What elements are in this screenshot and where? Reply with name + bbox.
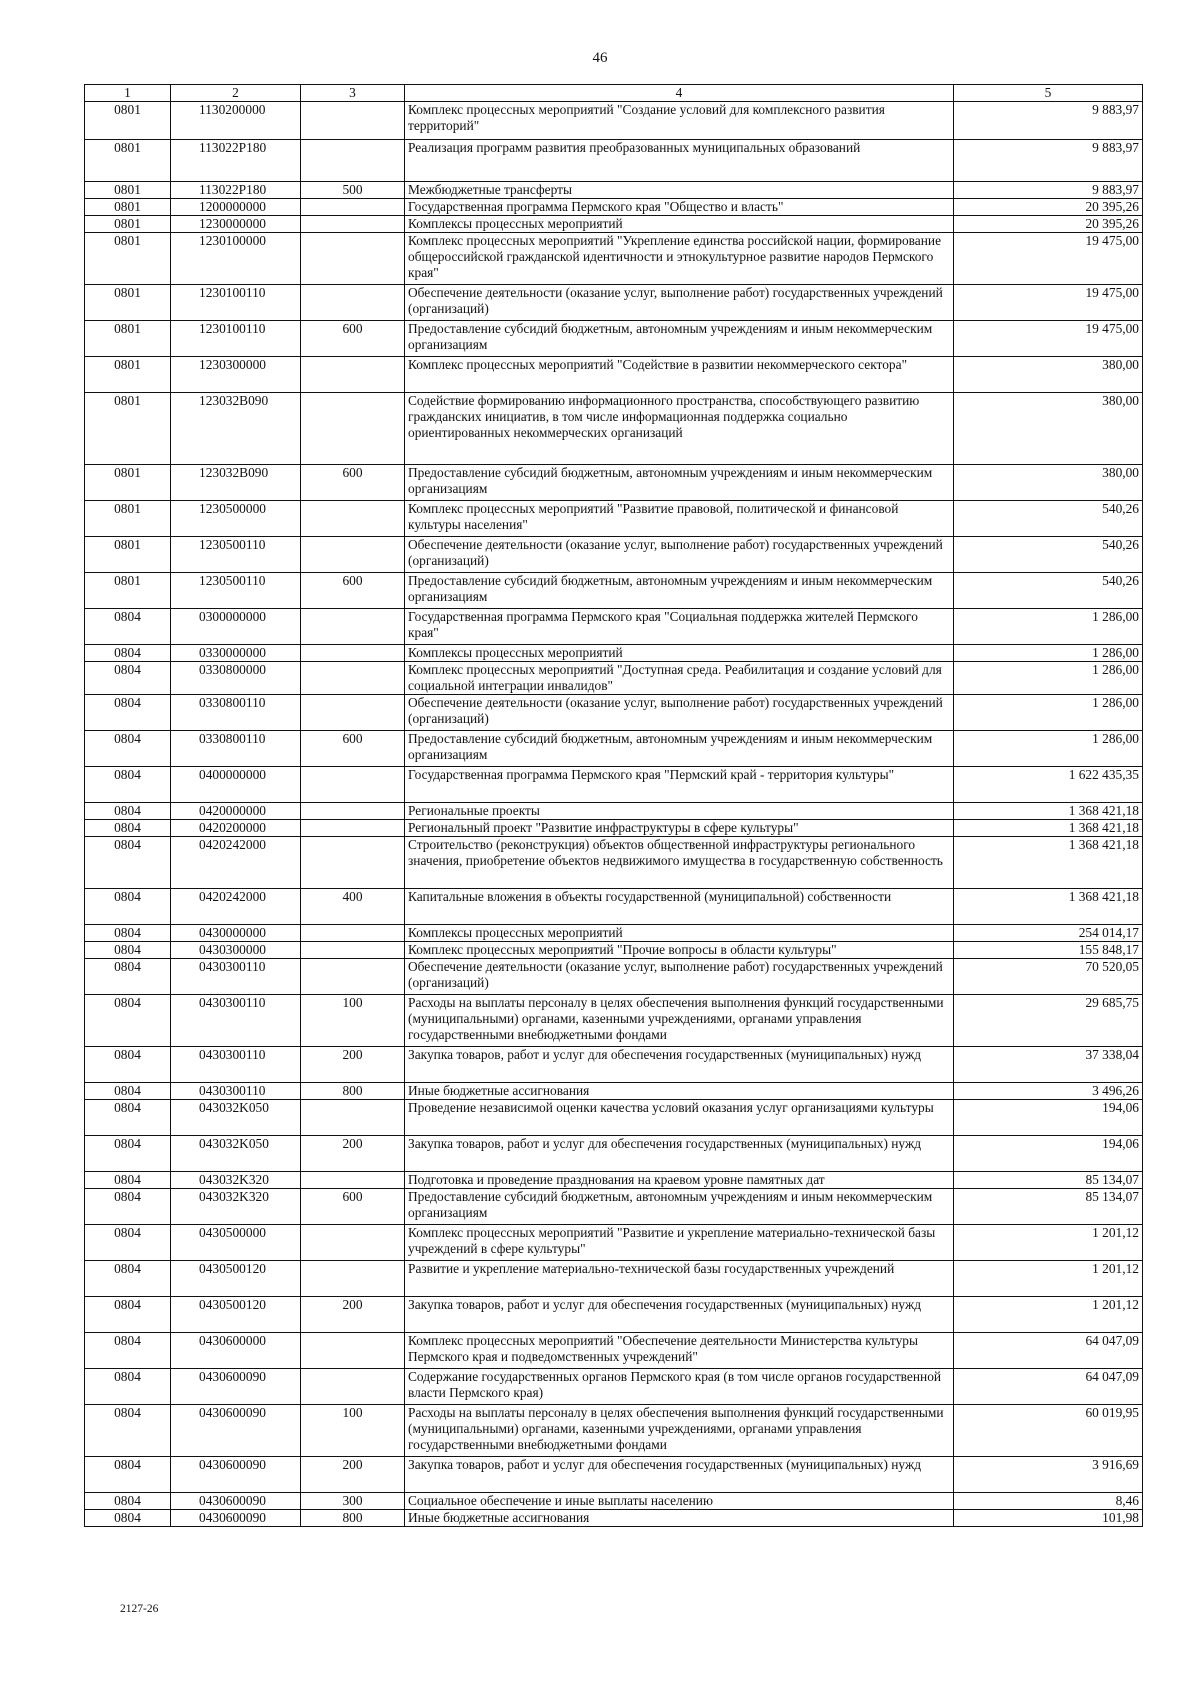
cell-c1: 0801 xyxy=(85,465,171,501)
cell-c5: 19 475,00 xyxy=(954,285,1143,321)
table-row xyxy=(85,321,1143,357)
cell-c3 xyxy=(301,803,405,820)
cell-c2: 0420242000 xyxy=(171,889,301,925)
cell-c2: 0330000000 xyxy=(171,645,301,662)
cell-c3 xyxy=(301,393,405,465)
cell-c1: 0804 xyxy=(85,803,171,820)
header-col-1: 1 xyxy=(85,85,171,102)
cell-c3: 600 xyxy=(301,573,405,609)
cell-c5: 1 286,00 xyxy=(954,609,1143,645)
cell-c4: Содействие формированию информационного пространства, способствующего развитию гражданских инициатив, в том числе информационная поддержка социально ориентированных некоммерческих организаций xyxy=(405,393,954,465)
table-row xyxy=(85,102,1143,140)
cell-c5: 1 286,00 xyxy=(954,645,1143,662)
cell-c4: Развитие и укрепление материально-технической базы государственных учреждений xyxy=(405,1261,954,1297)
cell-c4: Обеспечение деятельности (оказание услуг, выполнение работ) государственных учреждений (организаций) xyxy=(405,695,954,731)
cell-c4: Предоставление субсидий бюджетным, автономным учреждениям и иным некоммерческим организациям xyxy=(405,465,954,501)
table-row xyxy=(85,465,1143,501)
cell-c4: Комплекс процессных мероприятий "Содействие в развитии некоммерческого сектора" xyxy=(405,357,954,393)
table-row xyxy=(85,803,1143,820)
budget-table xyxy=(84,84,1143,1527)
table-row xyxy=(85,216,1143,233)
cell-c5: 29 685,75 xyxy=(954,995,1143,1047)
cell-c3 xyxy=(301,501,405,537)
cell-c2: 123032B090 xyxy=(171,465,301,501)
cell-c3 xyxy=(301,102,405,140)
cell-c2: 0330800000 xyxy=(171,662,301,695)
cell-c5: 9 883,97 xyxy=(954,140,1143,182)
cell-c4: Комплексы процессных мероприятий xyxy=(405,925,954,942)
cell-c4: Предоставление субсидий бюджетным, автономным учреждениям и иным некоммерческим организациям xyxy=(405,731,954,767)
cell-c4: Государственная программа Пермского края "Пермский край - территория культуры" xyxy=(405,767,954,803)
cell-c2: 0330800110 xyxy=(171,695,301,731)
header-row xyxy=(85,85,1143,102)
cell-c1: 0801 xyxy=(85,233,171,285)
cell-c1: 0804 xyxy=(85,889,171,925)
table-row xyxy=(85,1189,1143,1225)
cell-c5: 101,98 xyxy=(954,1510,1143,1527)
cell-c1: 0804 xyxy=(85,1100,171,1136)
cell-c5: 64 047,09 xyxy=(954,1369,1143,1405)
cell-c2: 0420200000 xyxy=(171,820,301,837)
cell-c1: 0801 xyxy=(85,537,171,573)
cell-c5: 64 047,09 xyxy=(954,1333,1143,1369)
cell-c3: 800 xyxy=(301,1083,405,1100)
cell-c2: 043032K050 xyxy=(171,1100,301,1136)
table-row xyxy=(85,393,1143,465)
cell-c4: Государственная программа Пермского края "Социальная поддержка жителей Пермского края" xyxy=(405,609,954,645)
cell-c3: 200 xyxy=(301,1047,405,1083)
cell-c2: 1230100000 xyxy=(171,233,301,285)
cell-c4: Комплекс процессных мероприятий "Доступная среда. Реабилитация и создание условий для социальной интеграции инвалидов" xyxy=(405,662,954,695)
table-row xyxy=(85,1100,1143,1136)
cell-c3 xyxy=(301,357,405,393)
cell-c2: 0430600090 xyxy=(171,1405,301,1457)
table-row xyxy=(85,1225,1143,1261)
cell-c5: 1 201,12 xyxy=(954,1225,1143,1261)
cell-c5: 1 201,12 xyxy=(954,1261,1143,1297)
cell-c2: 0430300110 xyxy=(171,959,301,995)
cell-c2: 1230000000 xyxy=(171,216,301,233)
cell-c4: Региональный проект "Развитие инфраструктуры в сфере культуры" xyxy=(405,820,954,837)
cell-c4: Предоставление субсидий бюджетным, автономным учреждениям и иным некоммерческим организациям xyxy=(405,1189,954,1225)
cell-c1: 0804 xyxy=(85,1225,171,1261)
table-row xyxy=(85,357,1143,393)
cell-c2: 0430500120 xyxy=(171,1261,301,1297)
cell-c4: Комплекс процессных мероприятий "Развитие правовой, политической и финансовой культуры населения" xyxy=(405,501,954,537)
footer-code: 2127-26 xyxy=(120,1603,159,1615)
table-row xyxy=(85,182,1143,199)
cell-c3: 800 xyxy=(301,1510,405,1527)
cell-c3: 600 xyxy=(301,465,405,501)
cell-c1: 0804 xyxy=(85,1172,171,1189)
table-row xyxy=(85,820,1143,837)
cell-c3 xyxy=(301,1333,405,1369)
cell-c5: 3 496,26 xyxy=(954,1083,1143,1100)
cell-c3 xyxy=(301,925,405,942)
table-row xyxy=(85,662,1143,695)
cell-c2: 0420000000 xyxy=(171,803,301,820)
cell-c3 xyxy=(301,662,405,695)
cell-c5: 19 475,00 xyxy=(954,233,1143,285)
cell-c5: 1 201,12 xyxy=(954,1297,1143,1333)
cell-c3 xyxy=(301,216,405,233)
table-row xyxy=(85,1457,1143,1493)
cell-c2: 0430300000 xyxy=(171,942,301,959)
cell-c2: 1230100110 xyxy=(171,321,301,357)
table-row xyxy=(85,837,1143,889)
cell-c1: 0804 xyxy=(85,1369,171,1405)
cell-c1: 0804 xyxy=(85,1047,171,1083)
cell-c1: 0801 xyxy=(85,216,171,233)
cell-c2: 0430500120 xyxy=(171,1297,301,1333)
cell-c1: 0804 xyxy=(85,1457,171,1493)
table-row xyxy=(85,731,1143,767)
cell-c3: 100 xyxy=(301,1405,405,1457)
cell-c1: 0804 xyxy=(85,1261,171,1297)
cell-c1: 0801 xyxy=(85,285,171,321)
cell-c4: Закупка товаров, работ и услуг для обеспечения государственных (муниципальных) нужд xyxy=(405,1136,954,1172)
cell-c5: 380,00 xyxy=(954,357,1143,393)
cell-c2: 0430600090 xyxy=(171,1369,301,1405)
cell-c2: 1200000000 xyxy=(171,199,301,216)
cell-c4: Комплекс процессных мероприятий "Укрепление единства российской нации, формирование общероссийской гражданской идентичности и этнокультурное развитие народов Пермского края" xyxy=(405,233,954,285)
cell-c1: 0801 xyxy=(85,140,171,182)
cell-c2: 1230500110 xyxy=(171,573,301,609)
cell-c1: 0804 xyxy=(85,837,171,889)
cell-c1: 0804 xyxy=(85,1189,171,1225)
cell-c5: 380,00 xyxy=(954,465,1143,501)
cell-c5: 9 883,97 xyxy=(954,102,1143,140)
cell-c4: Комплекс процессных мероприятий "Обеспечение деятельности Министерства культуры Пермского края и подведомственных учреждений" xyxy=(405,1333,954,1369)
cell-c4: Капитальные вложения в объекты государственной (муниципальной) собственности xyxy=(405,889,954,925)
cell-c5: 19 475,00 xyxy=(954,321,1143,357)
cell-c3 xyxy=(301,1369,405,1405)
header-col-3: 3 xyxy=(301,85,405,102)
cell-c5: 1 368 421,18 xyxy=(954,837,1143,889)
cell-c5: 1 368 421,18 xyxy=(954,889,1143,925)
cell-c1: 0801 xyxy=(85,393,171,465)
cell-c3 xyxy=(301,1100,405,1136)
table-row xyxy=(85,1510,1143,1527)
cell-c1: 0804 xyxy=(85,645,171,662)
cell-c2: 0400000000 xyxy=(171,767,301,803)
table-row xyxy=(85,1261,1143,1297)
cell-c5: 380,00 xyxy=(954,393,1143,465)
cell-c2: 1230500110 xyxy=(171,537,301,573)
cell-c5: 155 848,17 xyxy=(954,942,1143,959)
cell-c2: 0430600000 xyxy=(171,1333,301,1369)
cell-c3: 600 xyxy=(301,321,405,357)
cell-c3 xyxy=(301,695,405,731)
cell-c4: Социальное обеспечение и иные выплаты населению xyxy=(405,1493,954,1510)
cell-c3 xyxy=(301,1225,405,1261)
cell-c3: 300 xyxy=(301,1493,405,1510)
cell-c5: 1 368 421,18 xyxy=(954,820,1143,837)
cell-c1: 0801 xyxy=(85,573,171,609)
cell-c3 xyxy=(301,1172,405,1189)
table-row xyxy=(85,609,1143,645)
cell-c4: Иные бюджетные ассигнования xyxy=(405,1083,954,1100)
cell-c2: 0430600090 xyxy=(171,1510,301,1527)
cell-c4: Закупка товаров, работ и услуг для обеспечения государственных (муниципальных) нужд xyxy=(405,1297,954,1333)
cell-c2: 0430600090 xyxy=(171,1493,301,1510)
cell-c2: 113022P180 xyxy=(171,182,301,199)
cell-c5: 1 286,00 xyxy=(954,731,1143,767)
cell-c3: 200 xyxy=(301,1297,405,1333)
cell-c2: 113022P180 xyxy=(171,140,301,182)
cell-c2: 0430300110 xyxy=(171,995,301,1047)
cell-c5: 85 134,07 xyxy=(954,1172,1143,1189)
cell-c3 xyxy=(301,285,405,321)
cell-c4: Комплексы процессных мероприятий xyxy=(405,645,954,662)
cell-c2: 043032K320 xyxy=(171,1172,301,1189)
cell-c5: 194,06 xyxy=(954,1100,1143,1136)
cell-c4: Государственная программа Пермского края "Общество и власть" xyxy=(405,199,954,216)
cell-c1: 0804 xyxy=(85,820,171,837)
cell-c2: 0330800110 xyxy=(171,731,301,767)
cell-c1: 0801 xyxy=(85,321,171,357)
cell-c4: Иные бюджетные ассигнования xyxy=(405,1510,954,1527)
cell-c2: 0430600090 xyxy=(171,1457,301,1493)
cell-c2: 0420242000 xyxy=(171,837,301,889)
cell-c2: 1130200000 xyxy=(171,102,301,140)
table-row xyxy=(85,995,1143,1047)
cell-c3 xyxy=(301,942,405,959)
cell-c2: 1230100110 xyxy=(171,285,301,321)
table-row xyxy=(85,1172,1143,1189)
cell-c2: 0300000000 xyxy=(171,609,301,645)
table-row xyxy=(85,285,1143,321)
cell-c5: 540,26 xyxy=(954,573,1143,609)
cell-c1: 0804 xyxy=(85,1493,171,1510)
table-row xyxy=(85,695,1143,731)
cell-c5: 254 014,17 xyxy=(954,925,1143,942)
cell-c3 xyxy=(301,1261,405,1297)
cell-c2: 0430300110 xyxy=(171,1047,301,1083)
cell-c1: 0801 xyxy=(85,199,171,216)
cell-c5: 60 019,95 xyxy=(954,1405,1143,1457)
table-row xyxy=(85,1333,1143,1369)
cell-c2: 1230300000 xyxy=(171,357,301,393)
cell-c5: 540,26 xyxy=(954,501,1143,537)
cell-c2: 0430000000 xyxy=(171,925,301,942)
cell-c4: Комплекс процессных мероприятий "Создание условий для комплексного развития территорий" xyxy=(405,102,954,140)
cell-c4: Строительство (реконструкция) объектов общественной инфраструктуры регионального значения, приобретение объектов недвижимого имущества в государственную собственность xyxy=(405,837,954,889)
table-row xyxy=(85,889,1143,925)
cell-c5: 70 520,05 xyxy=(954,959,1143,995)
cell-c4: Обеспечение деятельности (оказание услуг, выполнение работ) государственных учреждений (организаций) xyxy=(405,285,954,321)
cell-c1: 0804 xyxy=(85,767,171,803)
cell-c2: 123032B090 xyxy=(171,393,301,465)
cell-c3: 600 xyxy=(301,1189,405,1225)
cell-c4: Предоставление субсидий бюджетным, автономным учреждениям и иным некоммерческим организациям xyxy=(405,573,954,609)
cell-c1: 0804 xyxy=(85,609,171,645)
cell-c3 xyxy=(301,820,405,837)
table-row xyxy=(85,233,1143,285)
cell-c5: 20 395,26 xyxy=(954,199,1143,216)
cell-c4: Межбюджетные трансферты xyxy=(405,182,954,199)
header-col-2: 2 xyxy=(171,85,301,102)
cell-c2: 0430500000 xyxy=(171,1225,301,1261)
table-row xyxy=(85,942,1143,959)
cell-c1: 0804 xyxy=(85,662,171,695)
cell-c1: 0804 xyxy=(85,925,171,942)
cell-c1: 0804 xyxy=(85,1333,171,1369)
cell-c4: Проведение независимой оценки качества условий оказания услуг организациями культуры xyxy=(405,1100,954,1136)
cell-c4: Комплекс процессных мероприятий "Прочие вопросы в области культуры" xyxy=(405,942,954,959)
table-row xyxy=(85,1136,1143,1172)
cell-c5: 1 622 435,35 xyxy=(954,767,1143,803)
cell-c4: Реализация программ развития преобразованных муниципальных образований xyxy=(405,140,954,182)
cell-c2: 043032K320 xyxy=(171,1189,301,1225)
cell-c3 xyxy=(301,233,405,285)
cell-c2: 043032K050 xyxy=(171,1136,301,1172)
cell-c1: 0801 xyxy=(85,501,171,537)
table-row xyxy=(85,199,1143,216)
table-row xyxy=(85,573,1143,609)
cell-c5: 3 916,69 xyxy=(954,1457,1143,1493)
cell-c4: Обеспечение деятельности (оказание услуг, выполнение работ) государственных учреждений (организаций) xyxy=(405,959,954,995)
cell-c3 xyxy=(301,767,405,803)
cell-c4: Обеспечение деятельности (оказание услуг, выполнение работ) государственных учреждений (организаций) xyxy=(405,537,954,573)
table-row xyxy=(85,767,1143,803)
cell-c1: 0804 xyxy=(85,995,171,1047)
cell-c3: 200 xyxy=(301,1136,405,1172)
cell-c1: 0801 xyxy=(85,102,171,140)
cell-c3 xyxy=(301,537,405,573)
cell-c1: 0804 xyxy=(85,942,171,959)
cell-c1: 0801 xyxy=(85,357,171,393)
cell-c4: Комплекс процессных мероприятий "Развитие и укрепление материально-технической базы учреждений в сфере культуры" xyxy=(405,1225,954,1261)
cell-c5: 1 368 421,18 xyxy=(954,803,1143,820)
cell-c3 xyxy=(301,199,405,216)
cell-c3: 600 xyxy=(301,731,405,767)
cell-c5: 540,26 xyxy=(954,537,1143,573)
page-number: 46 xyxy=(592,50,608,66)
cell-c1: 0801 xyxy=(85,182,171,199)
cell-c3: 500 xyxy=(301,182,405,199)
cell-c1: 0804 xyxy=(85,1136,171,1172)
table-body xyxy=(85,102,1143,1527)
cell-c2: 1230500000 xyxy=(171,501,301,537)
cell-c5: 8,46 xyxy=(954,1493,1143,1510)
cell-c5: 1 286,00 xyxy=(954,695,1143,731)
cell-c3: 100 xyxy=(301,995,405,1047)
header-col-5: 5 xyxy=(954,85,1143,102)
cell-c1: 0804 xyxy=(85,1405,171,1457)
table-row xyxy=(85,1047,1143,1083)
table-row xyxy=(85,1493,1143,1510)
cell-c1: 0804 xyxy=(85,695,171,731)
cell-c5: 85 134,07 xyxy=(954,1189,1143,1225)
cell-c1: 0804 xyxy=(85,959,171,995)
cell-c5: 20 395,26 xyxy=(954,216,1143,233)
table-row xyxy=(85,537,1143,573)
cell-c5: 9 883,97 xyxy=(954,182,1143,199)
cell-c2: 0430300110 xyxy=(171,1083,301,1100)
cell-c4: Расходы на выплаты персоналу в целях обеспечения выполнения функций государственными (муниципальными) органами, казенными учреждениями, органами управления государственными внебюджетными фондами xyxy=(405,1405,954,1457)
table-row xyxy=(85,1405,1143,1457)
cell-c3 xyxy=(301,140,405,182)
table-row xyxy=(85,959,1143,995)
table-row xyxy=(85,925,1143,942)
table-row xyxy=(85,1369,1143,1405)
cell-c5: 37 338,04 xyxy=(954,1047,1143,1083)
cell-c3 xyxy=(301,837,405,889)
cell-c1: 0804 xyxy=(85,1083,171,1100)
table-row xyxy=(85,1297,1143,1333)
cell-c4: Региональные проекты xyxy=(405,803,954,820)
cell-c5: 194,06 xyxy=(954,1136,1143,1172)
cell-c3 xyxy=(301,959,405,995)
cell-c3 xyxy=(301,645,405,662)
cell-c1: 0804 xyxy=(85,731,171,767)
cell-c4: Содержание государственных органов Пермского края (в том числе органов государственной власти Пермского края) xyxy=(405,1369,954,1405)
cell-c5: 1 286,00 xyxy=(954,662,1143,695)
table-row xyxy=(85,501,1143,537)
cell-c3 xyxy=(301,609,405,645)
cell-c3: 400 xyxy=(301,889,405,925)
cell-c3: 200 xyxy=(301,1457,405,1493)
table-row xyxy=(85,140,1143,182)
cell-c4: Подготовка и проведение празднования на краевом уровне памятных дат xyxy=(405,1172,954,1189)
header-col-4: 4 xyxy=(405,85,954,102)
cell-c4: Предоставление субсидий бюджетным, автономным учреждениям и иным некоммерческим организациям xyxy=(405,321,954,357)
cell-c4: Расходы на выплаты персоналу в целях обеспечения выполнения функций государственными (муниципальными) органами, казенными учреждениями, органами управления государственными внебюджетными фондами xyxy=(405,995,954,1047)
cell-c1: 0804 xyxy=(85,1297,171,1333)
cell-c4: Комплексы процессных мероприятий xyxy=(405,216,954,233)
table-row xyxy=(85,1083,1143,1100)
cell-c4: Закупка товаров, работ и услуг для обеспечения государственных (муниципальных) нужд xyxy=(405,1457,954,1493)
cell-c1: 0804 xyxy=(85,1510,171,1527)
cell-c4: Закупка товаров, работ и услуг для обеспечения государственных (муниципальных) нужд xyxy=(405,1047,954,1083)
table-row xyxy=(85,645,1143,662)
